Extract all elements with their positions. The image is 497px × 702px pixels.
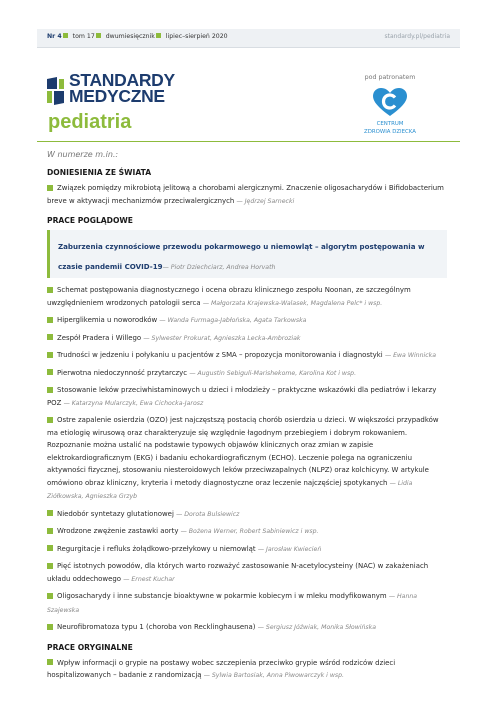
article-authors: — Bożena Werner, Robert Sabiniewicz i wsp. [180, 528, 319, 535]
bullet-square-icon [47, 510, 53, 516]
bullet-square-icon [47, 624, 53, 630]
article-title: Zespół Pradera i Willego [57, 333, 142, 342]
list-item[interactable] [47, 657, 447, 683]
article-title: Regurgitacje i refluks żołądkowo-przełykowy u niemowląt [57, 544, 256, 553]
list-item[interactable] [47, 508, 447, 522]
bullet-square-icon [47, 185, 53, 191]
bullet-square-icon [47, 369, 53, 375]
table-of-contents [47, 150, 447, 687]
list-item[interactable] [47, 384, 447, 410]
issue-period: lipiec–sierpień 2020 [165, 33, 228, 40]
article-authors: — Hanna Szajewska [47, 593, 418, 614]
site-link[interactable]: standardy.pl/pediatria [384, 33, 450, 40]
article-title: Wrodzone zwężenie zastawki aorty [57, 527, 179, 535]
standardy-logo-icon [47, 77, 64, 105]
separator-square-icon [96, 33, 101, 38]
brand-line-1: STANDARDY [69, 70, 175, 90]
issue-frequency: dwumiesięcznik [105, 33, 155, 40]
article-title: Ostre zapalenie osierdzia (OZO) jest najczęstszą postacią chorób osierdzia u dzieci. W większości przypadków ma etiologię wirusową oraz charakteryzuje się względnie łagodnym przebiegiem i dobrym rokowaniem. Rozpoznanie można ustalić na podstawie typowych objawów klinicznych oraz zmian w zapisie elektrokardiograficznym (EKG) i badaniu echokardiograficznym (ECHO). Leczenie polega na ograniczeniu aktywności fizycznej, stosowaniu niesteroidowych leków przeciwzapalnych (NLPZ) oraz kolchicyny. W artykule omówiono obraz kliniczny, kryteria i metody diagnostyczne oraz leczenie najczęściej spotykanych [47, 416, 439, 487]
article-title: Niedobór syntetazy glutationowej [57, 509, 174, 518]
bullet-square-icon [47, 659, 53, 665]
issue-info [47, 33, 228, 40]
bullet-square-icon [47, 528, 53, 534]
patronage-label: pod patronatem [364, 74, 416, 81]
article-authors: — Ewa Winnicka [384, 352, 436, 359]
list-item[interactable] [47, 543, 447, 557]
heart-c-logo-icon [371, 88, 409, 118]
bullet-square-icon [47, 593, 53, 599]
section-title: PRACE ORYGINALNE [47, 642, 133, 652]
article-authors: — Jędrzej Sarnecki [236, 197, 295, 205]
article-authors: — Małgorzata Krajewska-Walasek, Magdalena Pelc* i wsp. [202, 299, 383, 307]
article-authors: — Dorota Bulsiewicz [176, 510, 240, 518]
article-authors: — Ernest Kuchar [123, 575, 175, 583]
bullet-square-icon [47, 352, 53, 358]
bullet-square-icon [47, 287, 53, 293]
article-authors: — Sylwia Bartosiak, Anna Piwowarczyk i wsp. [203, 672, 345, 679]
section-title: DONIESIENIA ZE ŚWIATA [47, 168, 152, 177]
bullet-square-icon [47, 334, 53, 340]
section-title: PRACE POGLĄDOWE [47, 216, 133, 225]
article-authors: — Katarzyna Mularczyk, Ewa Cichocka-Jarosz [63, 399, 204, 407]
bullet-square-icon [47, 563, 53, 569]
featured-article-authors: — Piotr Dziechciarz, Andrea Horvath [162, 263, 276, 271]
featured-article[interactable] [47, 230, 447, 278]
patronage-org-line-2: ZDROWIA DZIECKA [364, 128, 416, 135]
article-title: Neurofibromatoza typu 1 (choroba von Recklinghausena) [57, 623, 256, 631]
article-title: Wpływ informacji o grypie na postawy wobec szczepienia przeciwko grypie wśród rodziców dzieci hospitalizowanych – badanie z randomizacją [47, 658, 396, 679]
bullet-square-icon [47, 317, 53, 323]
article-title: Trudności w jedzeniu i połykaniu u pacjentów z SMA – propozycja monitorowania i diagnostyki [57, 351, 383, 359]
header-bar [37, 29, 460, 48]
article-authors: — Wanda Furmaga-Jabłońska, Agata Tarkowska [159, 317, 307, 324]
article-title: Związek pomiędzy mikrobiotą jelitową a chorobami alergicznymi. Znaczenie oligosacharydów i Bifidobacterium breve w aktywacji mechanizmów przeciwalergicznych [47, 184, 444, 205]
list-item[interactable] [47, 590, 447, 617]
brand-logo-text [69, 72, 175, 104]
list-item[interactable] [47, 560, 447, 586]
journal-title: pediatria [48, 111, 132, 133]
bullet-square-icon [47, 545, 53, 551]
toc-intro: W numerze m.in.: [47, 150, 119, 159]
separator-square-icon [156, 33, 161, 38]
list-item[interactable] [47, 414, 447, 504]
bullet-square-icon [47, 387, 53, 393]
article-authors: — Jarosław Kwiecień [257, 545, 322, 553]
article-authors: — Augustin Sebiguli-Marishekome, Karolina Kot i wsp. [189, 369, 357, 377]
list-item[interactable] [47, 314, 447, 328]
list-item[interactable] [47, 349, 447, 363]
patronage-org [352, 121, 428, 136]
issue-volume: tom 17 [72, 33, 95, 40]
patronage-org-line-1: CENTRUM [376, 121, 404, 127]
brand-line-2: MEDYCZNE [69, 86, 165, 106]
article-authors: — Sergiusz Jóźwiak, Monika Słowińska [257, 624, 377, 631]
article-title: Pierwotna niedoczynność przytarczyc [57, 368, 188, 377]
list-item[interactable] [47, 182, 447, 208]
list-item[interactable] [47, 367, 447, 381]
list-item[interactable] [47, 525, 447, 539]
separator-square-icon [63, 33, 68, 38]
list-item[interactable] [47, 284, 447, 310]
article-title: Pięć istotnych powodów, dla których warto rozważyć zastosowanie N-acetylocysteiny (NAC) w zakażeniach układu oddechowego [47, 562, 429, 583]
article-title: Hiperglikemia u noworodków [57, 316, 158, 324]
article-authors: — Sylwester Prokurat, Agnieszka Lecka-Ambroziak [143, 334, 301, 342]
featured-article-title: Zaburzenia czynnościowe przewodu pokarmowego u niemowląt – algorytm postępowania w czasie pandemii COVID-19 [58, 242, 425, 271]
list-item[interactable] [47, 332, 447, 346]
article-authors: — Lidia Ziółkowska, Agnieszka Grzyb [47, 479, 413, 500]
header-divider [37, 141, 460, 142]
article-title: Schemat postępowania diagnostycznego i ocena obrazu klinicznego zespołu Noonan, ze szczególnym uwzględnieniem wrodzonych patologii serca [47, 286, 411, 307]
article-title: Stosowanie leków przeciwhistaminowych u dzieci i młodzieży – praktyczne wskazówki dla pediatrów i lekarzy POZ [47, 386, 437, 407]
list-item[interactable] [47, 621, 447, 635]
issue-number: Nr 4 [47, 33, 62, 40]
article-title: Oligosacharydy i inne substancje bioaktywne w pokarmie kobiecym i w mleku modyfikowanym [57, 592, 387, 600]
bullet-square-icon [47, 417, 53, 423]
